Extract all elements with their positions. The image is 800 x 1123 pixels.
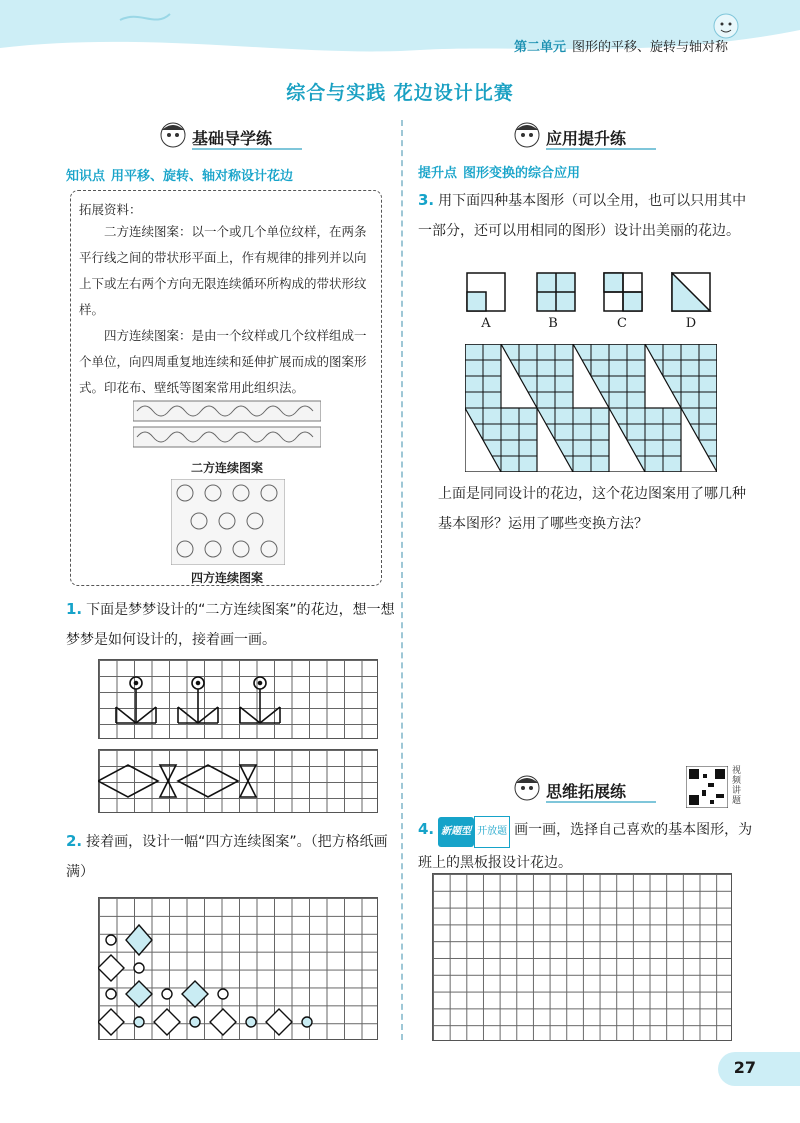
four-way-pattern (98, 897, 378, 1040)
question-number: 2. (66, 832, 83, 850)
page-number: 27 (733, 1058, 756, 1077)
mascot-icon (158, 120, 188, 150)
page-number-tab (718, 1052, 800, 1086)
knowledge-key: 知识点 (66, 169, 106, 184)
knowledge-point (66, 165, 293, 184)
unit-label: 第二单元 (513, 40, 566, 55)
badge-underline (546, 801, 656, 803)
section-badge-thinking (512, 777, 662, 805)
mascot-icon (512, 773, 542, 803)
question-text: 下面是梦梦设计的“二方连续图案”的花边，想一想梦梦是如何设计的，接着画一画。 (66, 602, 395, 648)
lace-border-pattern (465, 344, 717, 472)
section-label: 基础导学练 (192, 129, 273, 148)
basic-shapes (466, 272, 712, 314)
knowledge-point (418, 162, 580, 181)
question-4 (418, 814, 758, 878)
section-badge-basic (158, 124, 308, 152)
tile-pattern-image (171, 479, 285, 565)
section-label: 应用提升练 (546, 129, 627, 148)
shape-label-b: B (548, 316, 558, 331)
knowledge-text: 用平移、旋转、轴对称设计花边 (111, 169, 294, 184)
badge-underline (546, 148, 656, 150)
diamond-bowtie-pattern (98, 749, 378, 813)
resource-heading: 拓展资料： (79, 202, 142, 217)
knowledge-key: 提升点 (418, 166, 458, 181)
section-label: 思维拓展练 (546, 782, 627, 801)
qr-caption: 视频讲题 (732, 766, 742, 806)
flower-mascot-icon (706, 8, 746, 48)
column-divider (401, 120, 403, 1040)
shape-label-d: D (685, 316, 697, 331)
chapter-label (514, 36, 728, 55)
chapter-title: 图形的平移、旋转与轴对称 (571, 40, 728, 55)
question-number: 3. (418, 191, 435, 209)
resource-paragraph-1: 二方连续图案：以一个或几个单位纹样，在两条平行线之间的带状形平面上，作有规律的排列并以向上下或左右两个方向无限连续循环所构成的带状形纹样。 (79, 224, 367, 317)
question-text: 画一画，选择自己喜欢的基本图形，为班上的黑板报设计花边。 (418, 822, 753, 871)
question-number: 4. (418, 820, 435, 838)
question-text: 用下面四种基本图形（可以全用，也可以只用其中一部分，还可以用相同的图形）设计出美丽的花边。 (418, 193, 747, 239)
page-title: 综合与实践 花边设计比赛 (286, 82, 514, 104)
badge-underline (192, 148, 302, 150)
question-3-ask: 上面是同同设计的花边，这个花边图案用了哪几种基本图形？运用了哪些变换方法？ (438, 486, 746, 532)
drawing-grid[interactable] (432, 873, 732, 1041)
question-number: 1. (66, 600, 83, 618)
question-text: 接着画，设计一幅“四方连续图案”。（把方格纸画满） (66, 834, 388, 880)
question-2 (66, 826, 396, 887)
caption-four-way: 四方连续图案 (190, 571, 263, 585)
open-question-tag: 开放题 (474, 816, 510, 848)
flower-motif-pattern (98, 659, 378, 739)
shape-label-c: C (617, 316, 627, 331)
knowledge-text: 图形变换的综合应用 (463, 166, 581, 181)
shape-label-a: A (481, 316, 491, 331)
section-badge-apply (512, 124, 662, 152)
mascot-icon (512, 120, 542, 150)
qr-code-icon[interactable] (686, 766, 728, 808)
resource-paragraph-2: 四方连续图案：是由一个纹样或几个纹样组成一个单位，向四周重复地连续和延伸扩展而成的图案形式。印花布、壁纸等图案常用此组织法。 (79, 328, 367, 395)
caption-two-way: 二方连续图案 (190, 461, 263, 475)
resource-box (70, 190, 382, 586)
new-type-tag: 新题型 (438, 817, 474, 847)
border-pattern-image (133, 399, 321, 449)
question-3 (418, 185, 758, 246)
question-1 (66, 594, 396, 655)
